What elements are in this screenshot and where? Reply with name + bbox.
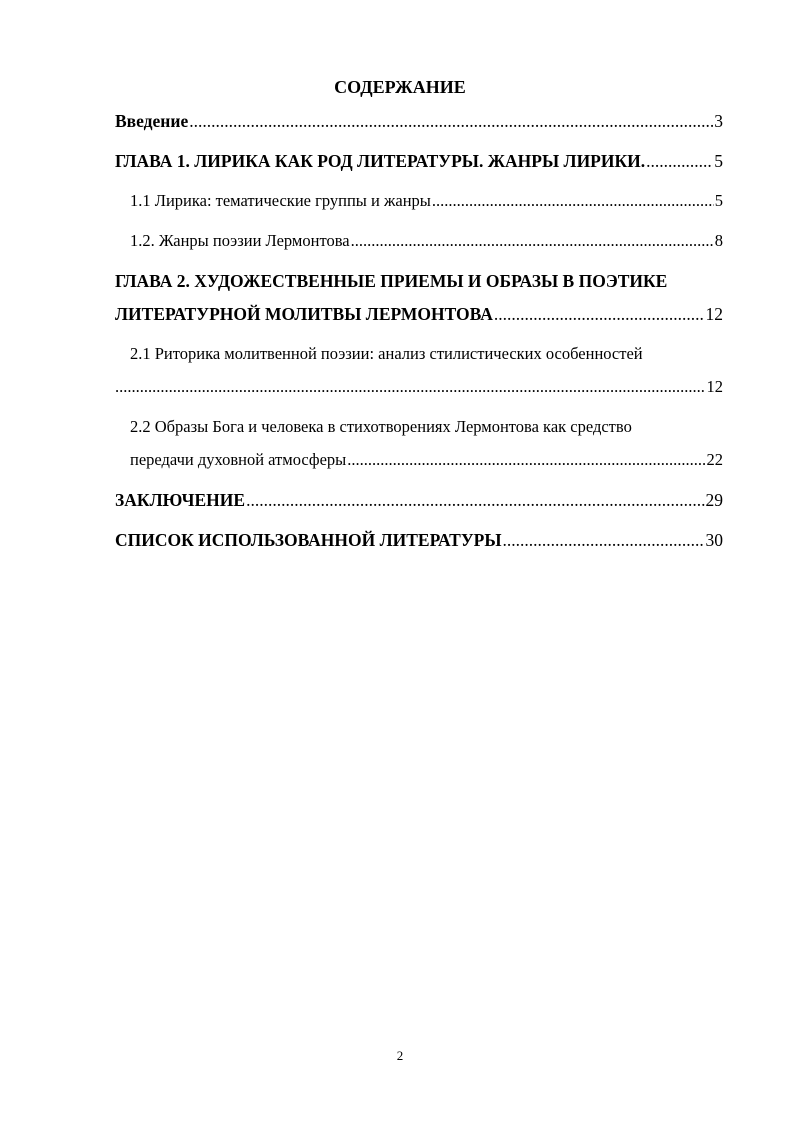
dot-leader [494, 301, 705, 327]
toc-entry-chapter-1[interactable] [115, 148, 723, 174]
toc-page-number: 8 [714, 231, 723, 250]
toc-entry-chapter-2[interactable] [115, 268, 723, 327]
toc-entry-text: 1.2. Жанры поэзии Лермонтова [130, 231, 350, 250]
toc-page-number: 30 [705, 530, 723, 550]
dot-leader [189, 108, 713, 134]
toc-entry-text: ЛИТЕРАТУРНОЙ МОЛИТВЫ ЛЕРМОНТОВА [115, 304, 493, 324]
toc-page-number: 5 [714, 151, 723, 171]
toc-entry-text: Введение [115, 111, 189, 131]
dot-leader [432, 188, 714, 214]
toc-page-number: 29 [705, 490, 723, 510]
toc-entry-introduction[interactable] [115, 108, 723, 134]
toc-entry-text-line-1: ГЛАВА 2. ХУДОЖЕСТВЕННЫЕ ПРИЕМЫ И ОБРАЗЫ В ПОЭТИКЕ [115, 271, 668, 291]
toc-entry-text-line-1: 2.1 Риторика молитвенной поэзии: анализ стилистических особенностей [130, 344, 643, 363]
toc-entry-text: СПИСОК ИСПОЛЬЗОВАННОЙ ЛИТЕРАТУРЫ [115, 530, 502, 550]
dot-leader [246, 487, 704, 513]
toc-entry-text: передачи духовной атмосферы [130, 450, 347, 469]
page-number: 2 [396, 1048, 404, 1063]
dot-leader [347, 447, 705, 473]
dot-leader [646, 148, 713, 174]
toc-page-number: 3 [714, 111, 723, 131]
toc-entry-text: 1.1 Лирика: тематические группы и жанры [130, 191, 431, 210]
toc-entry-text: ГЛАВА 1. ЛИРИКА КАК РОД ЛИТЕРАТУРЫ. ЖАНРЫ ЛИРИКИ. [115, 151, 646, 171]
page-title: СОДЕРЖАНИЕ [334, 77, 466, 97]
dot-leader [351, 228, 714, 254]
toc-entry-section-1-2[interactable] [115, 228, 723, 254]
dot-leader [503, 527, 705, 553]
toc-entry-section-2-2[interactable] [115, 414, 723, 473]
dot-leader [115, 374, 706, 400]
toc-entry-section-1-1[interactable] [115, 188, 723, 214]
toc-entry-text-line-1: 2.2 Образы Бога и человека в стихотворениях Лермонтова как средство [130, 417, 632, 436]
toc-entry-section-2-1[interactable] [115, 341, 723, 400]
toc-entry-text: ЗАКЛЮЧЕНИЕ [115, 490, 246, 510]
toc-page-number: 22 [706, 450, 723, 469]
toc-entry-references[interactable] [115, 527, 723, 553]
toc-entry-conclusion[interactable] [115, 487, 723, 513]
toc-page-number: 12 [706, 377, 723, 396]
toc-page-number: 12 [705, 304, 723, 324]
table-of-contents [115, 108, 723, 567]
toc-page-number: 5 [714, 191, 723, 210]
